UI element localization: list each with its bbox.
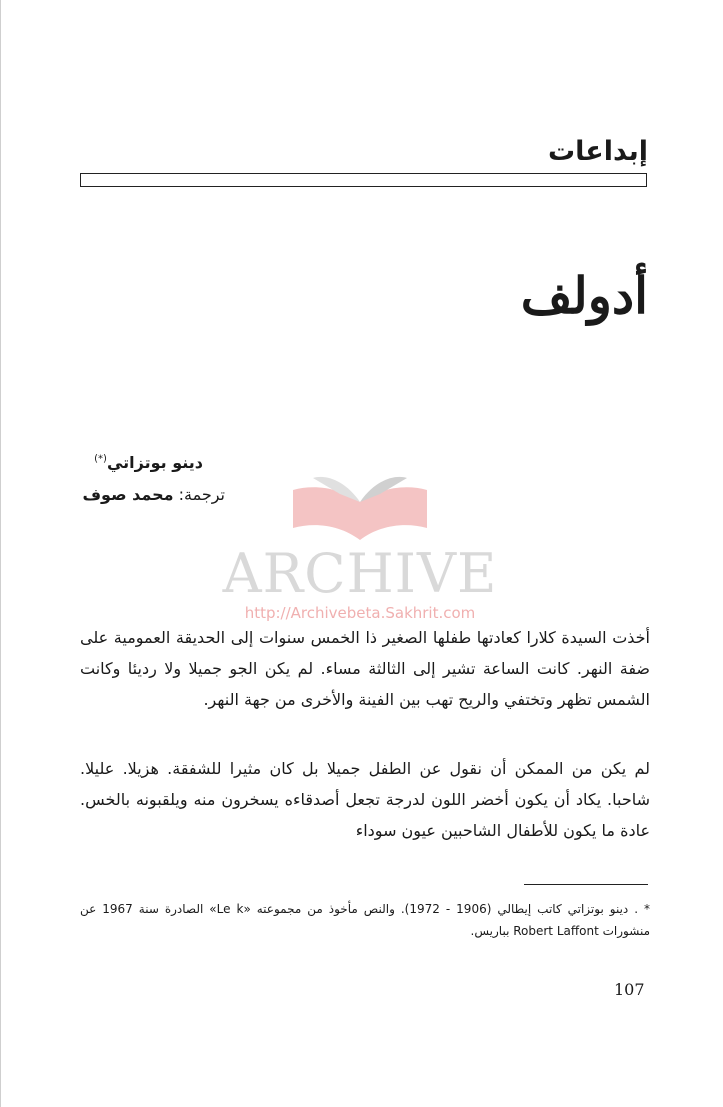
section-title: إبداعات (548, 136, 648, 167)
section-divider-bar (80, 173, 647, 187)
footnote: * . دينو بوتزاتي كاتب إيطالي (1906 - 1972). والنص مأخوذ من مجموعته «Le k» الصادرة سنة 1967 عن منشورات Robert Laffont بباريس. (80, 902, 651, 938)
translator-label: ترجمة: (178, 485, 225, 504)
page-number: 107 (614, 980, 645, 999)
body-paragraph-2: لم يكن من الممكن أن نقول عن الطفل جميلا بل كان مثيرا للشفقة. هزيلا. عليلا. شاحبا. يكاد أن يكون أخضر اللون لدرجة تجعل أصدقاءه يسخرون منه ويلقبونه بالخس. عادة ما يكون للأطفال الشاحبين عيون سوداء (80, 759, 650, 840)
page-edge (0, 0, 1, 1107)
archive-watermark (200, 470, 520, 630)
author-name: دينو بوتزاتي (106, 453, 203, 472)
translator-line (82, 485, 225, 504)
watermark-text: ARCHIVE (222, 542, 498, 605)
footnote-rule (524, 884, 648, 885)
book-icon (285, 470, 435, 550)
body-paragraph-1: أخذت السيدة كلارا كعادتها طفلها الصغير ذا الخمس سنوات إلى الحديقة العمومية على ضفة النهر. كانت الساعة تشير إلى الثالثة مساء. لم يكن الجو جميلا ولا رديئا وكانت الشمس تظهر وتختفي والريح تهب بين الفينة والأخرى من جهة النهر. (80, 628, 650, 709)
author-line (94, 453, 203, 472)
translator-name: محمد صوف (82, 485, 174, 504)
watermark-url: http://Archivebeta.Sakhrit.com (244, 604, 476, 622)
author-footnote-mark: (*) (94, 453, 107, 465)
article-title: أدولف (520, 266, 648, 325)
